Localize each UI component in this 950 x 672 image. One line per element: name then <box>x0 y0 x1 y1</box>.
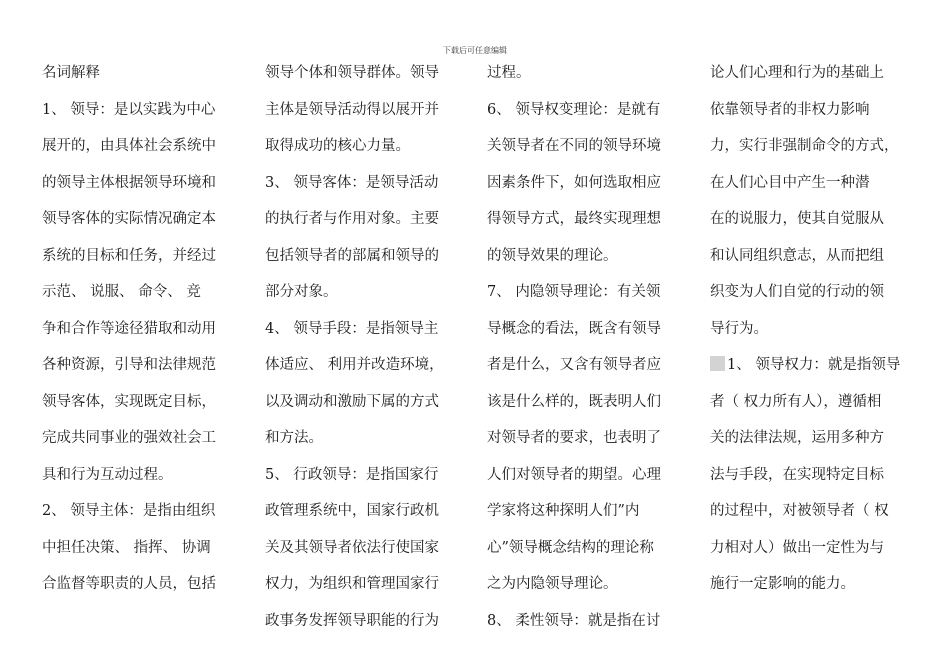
text-line: 力，实行非强制命令的方式， <box>710 138 899 154</box>
text-line: 织变为人们自觉的行动的领 <box>710 284 884 300</box>
text-line: 人们对领导者的期望。心理 <box>487 466 661 483</box>
text-line: 权力，为组织和管理国家行 <box>265 576 439 592</box>
text-line: 的过程中，对被领导者（ 权 <box>710 503 889 519</box>
text-line: 者是什么，又含有领导者应 <box>487 357 661 373</box>
text-line: 心”领导概念结构的理论称 <box>487 539 654 556</box>
text-line: 领导客体的实际情况确定本 <box>42 211 216 227</box>
text-line: 对领导者的要求，也表明了 <box>487 430 661 446</box>
text-line: 5、 行政领导：是指国家行 <box>265 466 439 483</box>
text-line: 关的法律法规，运用多种方 <box>710 430 884 446</box>
text-line-with-marker <box>710 347 910 384</box>
text-line: 的领导效果的理论。 <box>487 247 618 264</box>
text-line: 7、 内隐领导理论：有关领 <box>487 284 661 300</box>
text-line: 示范、 说服、 命令、 竞 <box>42 284 201 300</box>
text-line: 该是什么样的，既表明人们 <box>487 393 661 410</box>
text-line: 政管理系统中，国家行政机 <box>265 503 439 519</box>
text-line: 各种资源，引导和法律规范 <box>42 357 216 373</box>
text-line: 1、 领导：是以实践为中心 <box>42 101 216 118</box>
text-line: 争和合作等途径猎取和动用 <box>42 320 216 337</box>
text-line: 4、 领导手段：是指领导主 <box>265 320 439 337</box>
text-line: 政事务发挥领导职能的行为 <box>265 612 439 629</box>
text-line: 2、 领导主体：是指由组织 <box>42 503 216 519</box>
text-line: 系统的目标和任务，并经过 <box>42 247 216 264</box>
text-line: 因素条件下，如何选取相应 <box>487 174 661 191</box>
text-line: 在人们心目中产生一种潜 <box>710 174 870 191</box>
gray-marker <box>710 356 725 371</box>
text-line: 展开的，由具体社会系统中 <box>42 138 216 154</box>
text-line: 者（ 权力所有人），遵循相 <box>710 393 882 410</box>
text-line: 8、 柔性领导：就是指在讨 <box>487 612 661 629</box>
text-line: 之为内隐领导理论。 <box>487 576 618 592</box>
text-column-2 <box>265 55 465 639</box>
text-line: 的执行者与作用对象。主要 <box>265 211 439 227</box>
text-line: 3、 领导客体：是领导活动 <box>265 174 439 191</box>
text-line: 名词解释 <box>42 65 100 81</box>
text-line: 导概念的看法，既含有领导 <box>487 320 661 337</box>
text-line: 学家将这种探明人们”内 <box>487 503 640 519</box>
text-line: 6、 领导权变理论：是就有 <box>487 101 661 118</box>
text-line: 论人们心理和行为的基础上 <box>710 65 884 81</box>
text-line: 合监督等职责的人员，包括 <box>42 576 216 592</box>
text-column-4 <box>710 55 910 603</box>
text-line: 具和行为互动过程。 <box>42 466 173 483</box>
text-line: 过程。 <box>487 65 531 81</box>
text-line: 施行一定影响的能力。 <box>710 576 855 592</box>
text-line: 和认同组织意志，从而把组 <box>710 247 884 264</box>
text-line: 中担任决策、 指挥、 协调 <box>42 539 211 556</box>
text-line: 得领导方式，最终实现理想 <box>487 211 661 227</box>
text-line: 力相对人）做出一定性为与 <box>710 539 884 556</box>
text-line: 法与手段，在实现特定目标 <box>710 466 884 483</box>
text-line: 的领导主体根据领导环境和 <box>42 174 216 191</box>
text-line: 领导个体和领导群体。领导 <box>265 65 439 81</box>
text-line: 体适应、 利用并改造环境， <box>265 357 444 373</box>
text-line: 关及其领导者依法行使国家 <box>265 539 439 556</box>
text-column-3 <box>487 55 687 639</box>
text-line: 包括领导者的部属和领导的 <box>265 247 439 264</box>
text-line: 导行为。 <box>710 320 768 337</box>
text-line: 完成共同事业的强效社会工 <box>42 430 216 446</box>
page-header: 下载后可任意编辑 <box>443 46 507 55</box>
text-line: 和方法。 <box>265 430 323 446</box>
text-line: 部分对象。 <box>265 284 338 300</box>
text-column-1 <box>42 55 242 603</box>
text-line: 依靠领导者的非权力影响 <box>710 101 870 118</box>
text-line: 取得成功的核心力量。 <box>265 138 410 154</box>
text-line: 1、 领导权力：就是指领导 <box>727 357 901 373</box>
text-line: 领导客体，实现既定目标， <box>42 393 216 410</box>
text-line: 以及调动和激励下属的方式 <box>265 393 439 410</box>
text-line: 在的说服力，使其自觉服从 <box>710 211 884 227</box>
text-line: 关领导者在不同的领导环境 <box>487 138 661 154</box>
text-line: 主体是领导活动得以展开并 <box>265 101 439 118</box>
